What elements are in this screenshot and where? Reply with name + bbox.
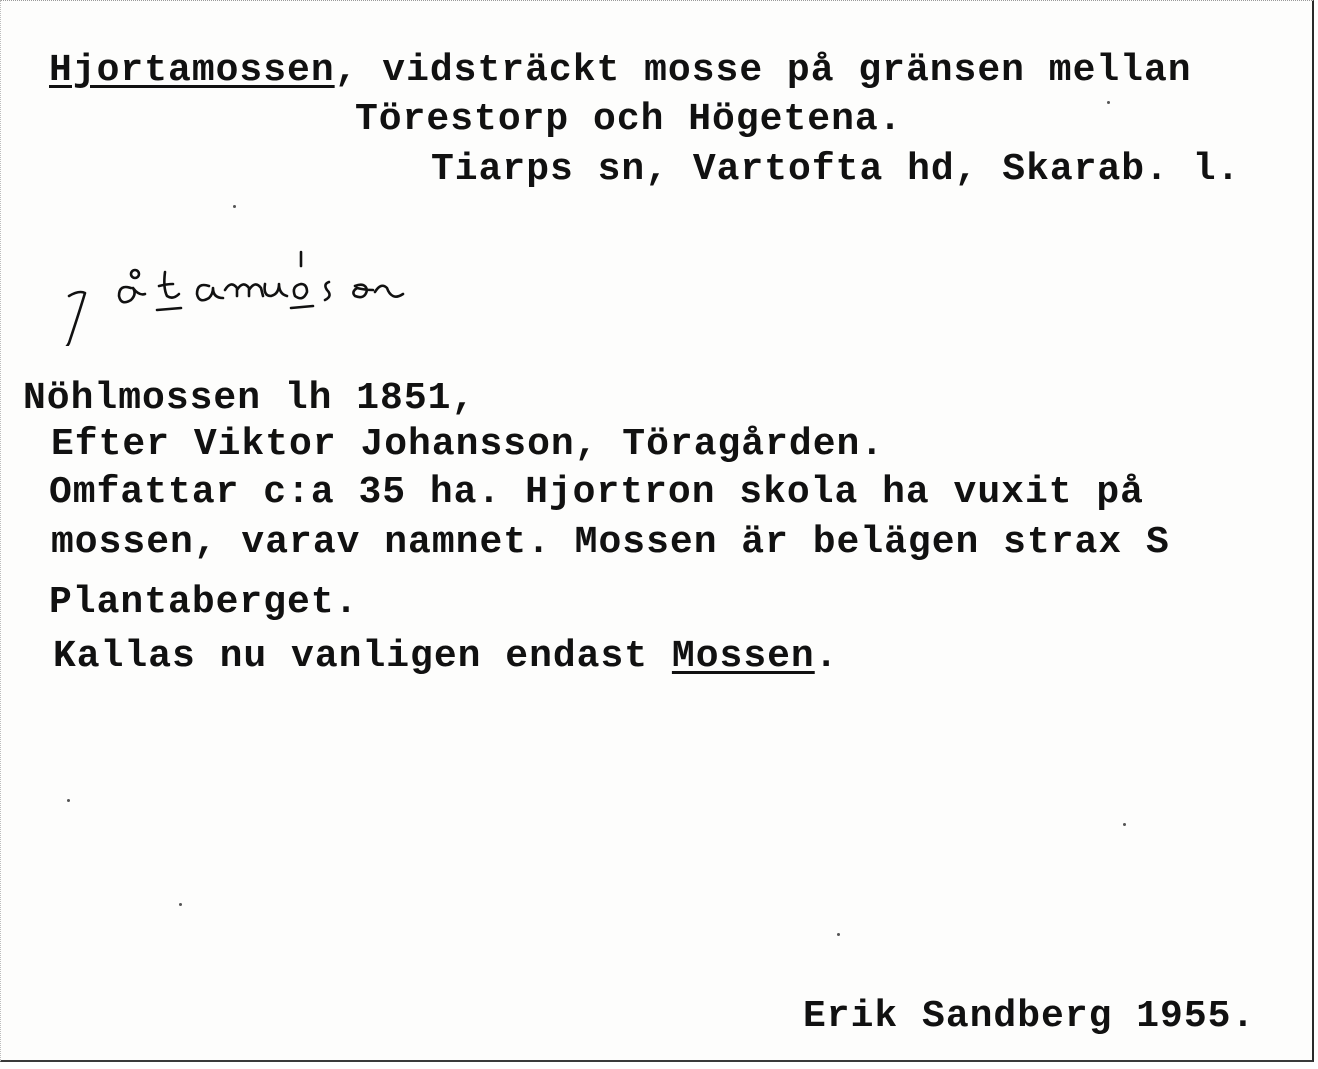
handwritten-phonetic-transcription bbox=[39, 226, 509, 346]
scan-speck bbox=[233, 205, 236, 208]
place-name: Hjortamossen bbox=[49, 49, 335, 92]
header-line-3: Tiarps sn, Vartofta hd, Skarab. l. bbox=[431, 148, 1241, 191]
header-line-2: Törestorp och Högetena. bbox=[355, 98, 903, 141]
body-line-6 bbox=[53, 635, 839, 679]
body-line-6-prefix: Kallas nu vanligen endast bbox=[53, 635, 672, 678]
body-line-5: Plantaberget. bbox=[49, 581, 359, 624]
current-name: Mossen bbox=[671, 635, 815, 678]
scan-speck bbox=[67, 799, 70, 802]
scan-speck bbox=[179, 903, 182, 906]
body-line-4: mossen, varav namnet. Mossen är belägen strax S bbox=[51, 521, 1170, 564]
phonetic-text: jȧ̊tamȯsən bbox=[39, 226, 44, 227]
body-line-2: Efter Viktor Johansson, Töragården. bbox=[51, 423, 885, 466]
header-line-1 bbox=[49, 49, 1192, 93]
body-line-3: Omfattar c:a 35 ha. Hjortron skola ha vuxit på bbox=[49, 471, 1144, 514]
body-line-6-suffix: . bbox=[814, 635, 839, 678]
signature-line: Erik Sandberg 1955. bbox=[803, 995, 1256, 1038]
scan-speck bbox=[1123, 823, 1126, 826]
body-line-1: Nöhlmossen lh 1851, bbox=[23, 377, 476, 420]
header-description: , vidsträckt mosse på gränsen mellan bbox=[334, 49, 1192, 92]
scan-speck bbox=[837, 933, 840, 936]
scan-speck bbox=[1107, 101, 1110, 104]
